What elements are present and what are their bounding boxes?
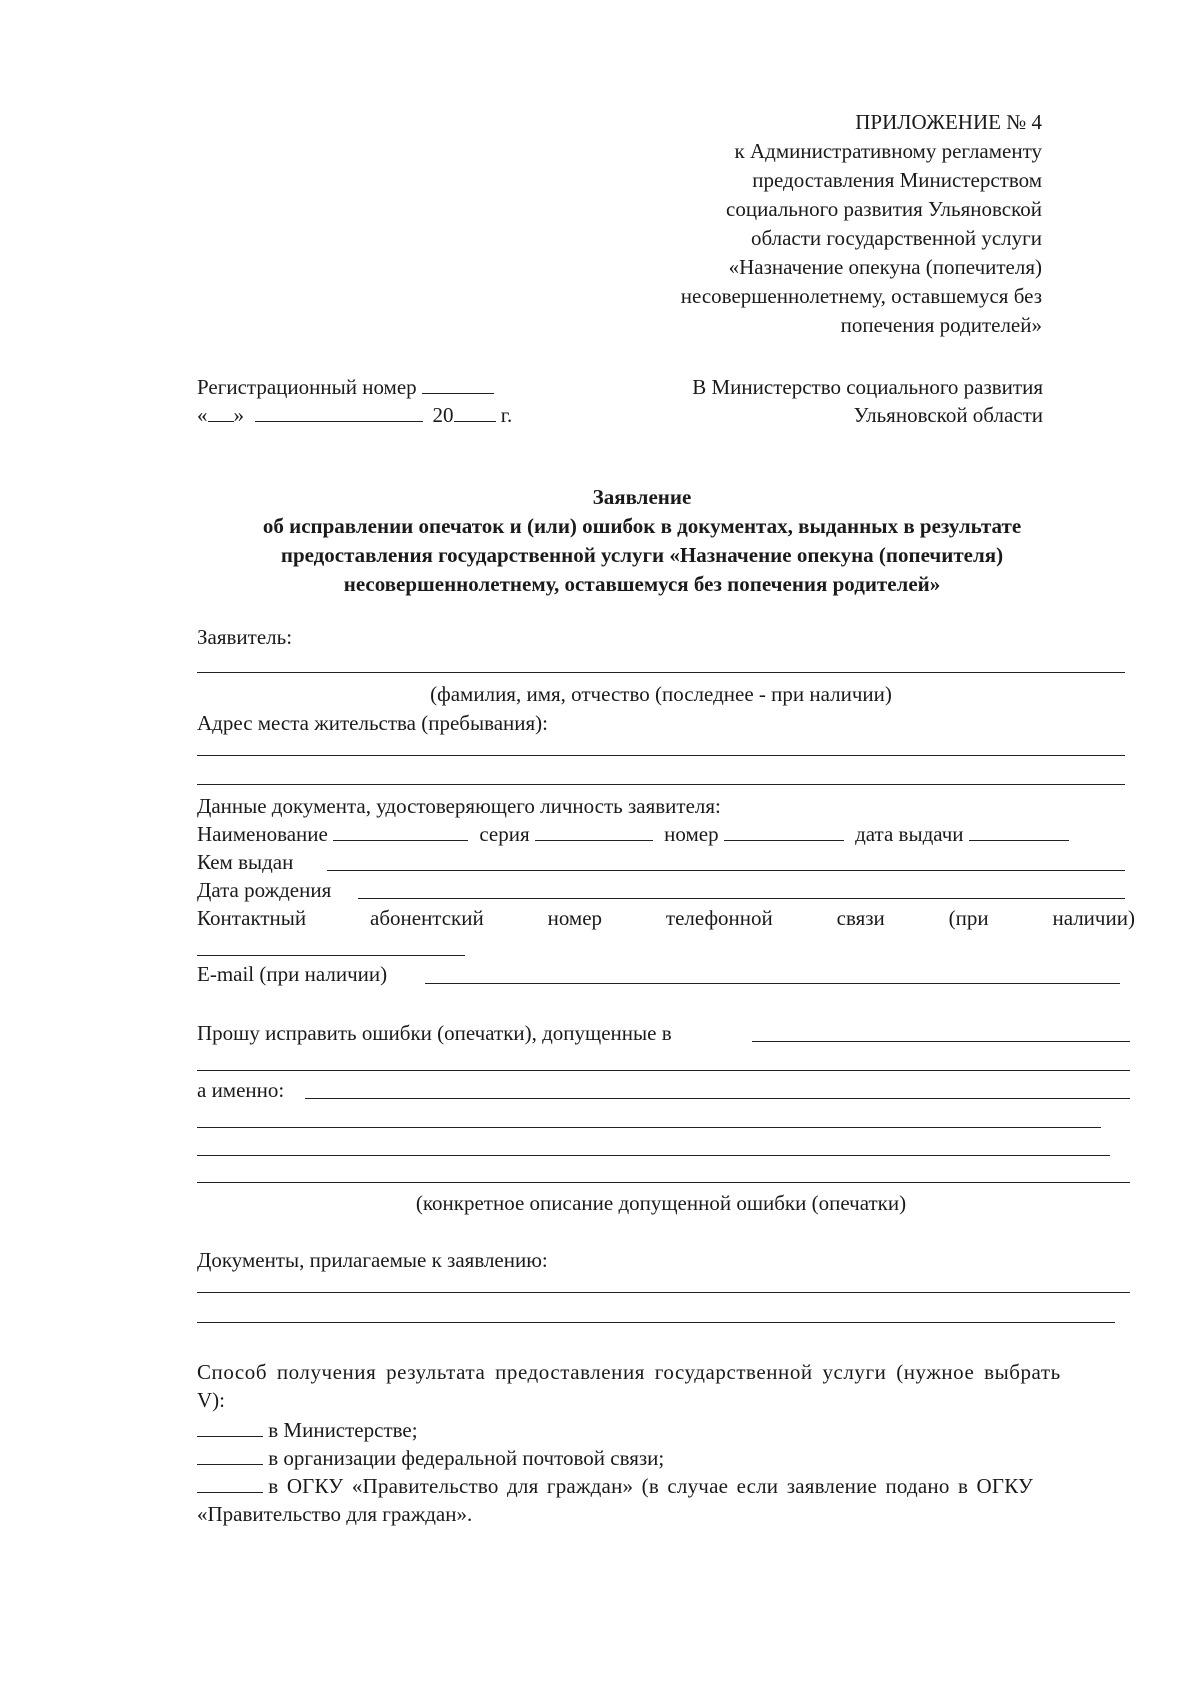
phone-word: связи xyxy=(836,906,885,930)
attachments-label: Документы, прилагаемые к заявлению: xyxy=(197,1248,548,1272)
registration-number-field[interactable] xyxy=(422,373,494,394)
doc-name-field[interactable] xyxy=(333,820,468,841)
appendix-line: попечения родителей» xyxy=(840,313,1042,337)
phone-word: телефонной xyxy=(665,906,773,930)
issued-by-label: Кем выдан xyxy=(197,850,294,874)
addressee-block xyxy=(692,373,1043,429)
method-label xyxy=(197,1358,1140,1414)
series-field[interactable] xyxy=(535,820,653,841)
phone-word: номер xyxy=(547,906,603,930)
appendix-line: предоставления Министерством xyxy=(752,168,1042,192)
appendix-line: области государственной услуги xyxy=(750,226,1042,250)
attachments-line-2[interactable] xyxy=(197,1322,1115,1323)
option-ogku-label: в ОГКУ «Правительство для граждан» (в случае если заявление подано в ОГКУ xyxy=(268,1474,1034,1498)
document-subtitle-line: несовершеннолетнему, оставшемуся без попечения родителей» xyxy=(343,572,941,596)
phone-word: (при xyxy=(948,906,989,930)
phone-line[interactable] xyxy=(197,955,465,956)
birth-date-label: Дата рождения xyxy=(197,878,332,902)
series-label: серия xyxy=(479,822,530,846)
address-label: Адрес места жительства (пребывания): xyxy=(197,711,549,735)
number-field[interactable] xyxy=(724,820,844,841)
id-document-label: Данные документа, удостоверяющего личность заявителя: xyxy=(197,794,721,818)
error-hint: (конкретное описание допущенной ошибки (опечатки) xyxy=(415,1191,907,1215)
document-title: Заявление xyxy=(592,485,692,509)
appendix-block xyxy=(681,108,1042,340)
appendix-line: несовершеннолетнему, оставшемуся без xyxy=(680,284,1042,308)
addressee-line: В Министерство социального развития xyxy=(692,375,1043,399)
applicant-fio-line[interactable] xyxy=(197,672,1125,673)
method-line-2: V): xyxy=(197,1388,225,1412)
phone-word: абонентский xyxy=(370,906,484,930)
phone-label-row xyxy=(197,904,1135,932)
address-line-2[interactable] xyxy=(197,784,1125,785)
namely-line-2[interactable] xyxy=(197,1127,1101,1128)
issued-by-line[interactable] xyxy=(327,870,1125,871)
phone-word: Контактный xyxy=(197,906,307,930)
appendix-title: ПРИЛОЖЕНИЕ № 4 xyxy=(855,110,1042,134)
option-post xyxy=(197,1444,664,1472)
registration-day-field[interactable] xyxy=(208,401,234,422)
appendix-line: «Назначение опекуна (попечителя) xyxy=(728,255,1042,279)
address-line-1[interactable] xyxy=(197,755,1125,756)
request-line-1[interactable] xyxy=(752,1041,1130,1042)
request-label: Прошу исправить ошибки (опечатки), допущенные в xyxy=(197,1021,672,1045)
doc-name-label: Наименование xyxy=(197,822,328,846)
registration-month-field[interactable] xyxy=(255,401,423,422)
option-post-checkbox[interactable] xyxy=(197,1444,263,1465)
date-quote-close: » xyxy=(233,403,244,427)
id-document-fields-row xyxy=(197,820,1069,848)
email-line[interactable] xyxy=(425,983,1120,984)
attachments-line-1[interactable] xyxy=(197,1292,1130,1293)
option-ministry-checkbox[interactable] xyxy=(197,1416,263,1437)
date-quote-open: « xyxy=(197,403,208,427)
fio-hint: (фамилия, имя, отчество (последнее - при наличии) xyxy=(430,682,892,706)
birth-date-line[interactable] xyxy=(358,898,1125,899)
namely-line-4[interactable] xyxy=(197,1182,1130,1183)
email-label: E-mail (при наличии) xyxy=(197,962,388,986)
option-ministry-label: в Министерстве; xyxy=(268,1418,418,1442)
method-line-1: Способ получения результата предоставления государственной услуги (нужное выбрать xyxy=(197,1360,1061,1384)
namely-line-3[interactable] xyxy=(197,1155,1110,1156)
request-line-2[interactable] xyxy=(197,1070,1130,1071)
option-ministry xyxy=(197,1416,418,1444)
number-label: номер xyxy=(664,822,719,846)
appendix-line: социального развития Ульяновской xyxy=(726,197,1042,221)
document-subtitle-line: предоставления государственной услуги «Назначение опекуна (попечителя) xyxy=(280,543,1004,567)
registration-year-field[interactable] xyxy=(454,401,496,422)
issue-date-label: дата выдачи xyxy=(855,822,964,846)
year-prefix: 20 xyxy=(432,403,454,427)
document-subtitle-line: об исправлении опечаток и (или) ошибок в документах, выданных в результате xyxy=(262,514,1022,538)
option-post-label: в организации федеральной почтовой связи; xyxy=(268,1446,665,1470)
addressee-line: Ульяновской области xyxy=(853,403,1043,427)
document-heading xyxy=(197,483,1087,599)
namely-line-1[interactable] xyxy=(305,1098,1130,1099)
year-suffix: г. xyxy=(500,403,513,427)
phone-word: наличии) xyxy=(1052,906,1135,930)
registration-number-label: Регистрационный номер xyxy=(197,375,417,399)
appendix-line: к Административному регламенту xyxy=(734,139,1042,163)
registration-block xyxy=(197,373,512,429)
applicant-label: Заявитель: xyxy=(197,625,293,649)
option-ogku-checkbox[interactable] xyxy=(197,1472,263,1493)
option-ogku-label-cont: «Правительство для граждан». xyxy=(197,1502,473,1526)
issue-date-field[interactable] xyxy=(969,820,1069,841)
option-ogku xyxy=(197,1472,1140,1528)
namely-label: а именно: xyxy=(197,1078,285,1102)
